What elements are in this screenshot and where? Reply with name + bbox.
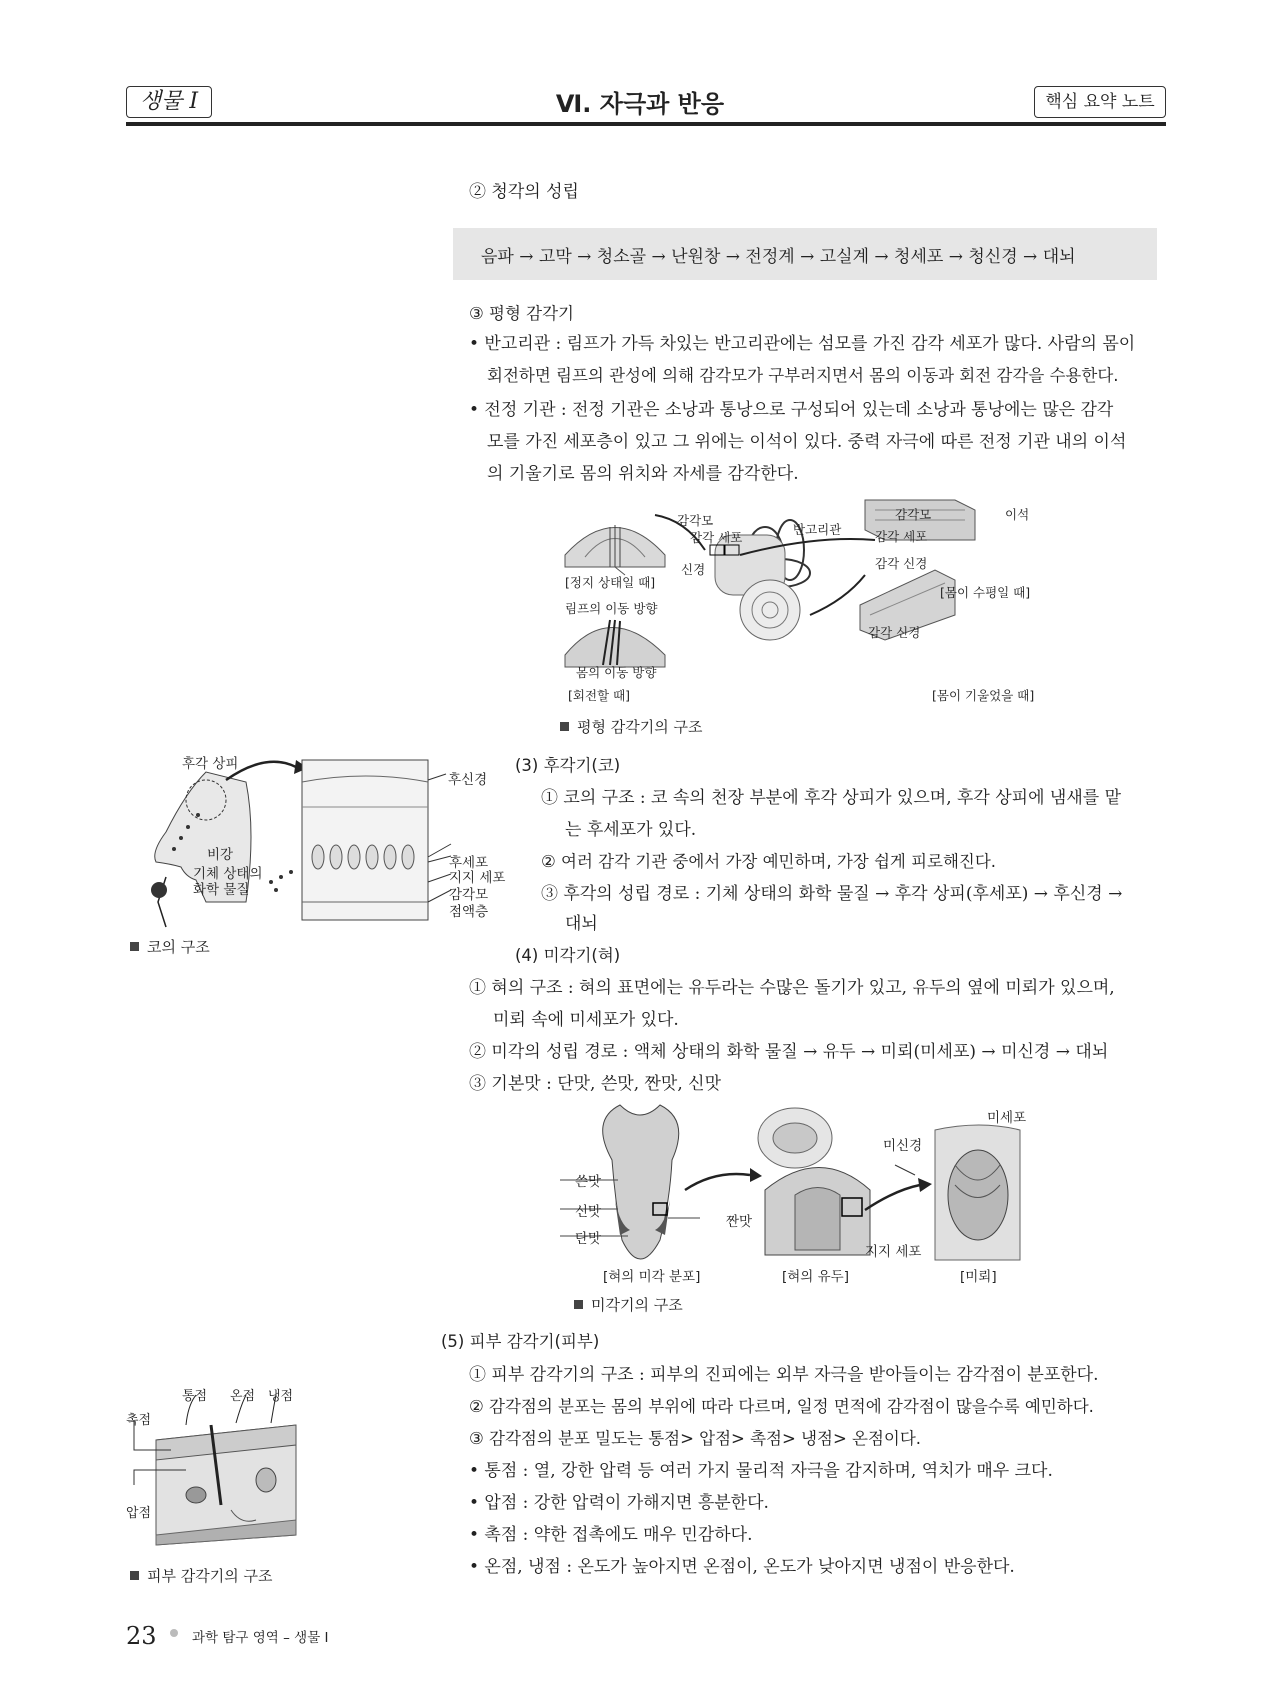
label-olfactory-nerve: 후신경	[448, 772, 488, 788]
label-pain-point: 통점	[182, 1389, 208, 1404]
label-gamgakmo-2: 감각모	[895, 507, 932, 522]
nose-figure-caption	[130, 936, 210, 957]
label-papilla: [혀의 유두]	[782, 1269, 849, 1285]
label-cold-point: 냉점	[268, 1389, 294, 1404]
footer-dot-icon	[170, 1629, 178, 1637]
caption-square-icon	[130, 1571, 139, 1580]
balance-bullet2-line3: 의 기울기로 몸의 위치와 자세를 감각한다.	[487, 464, 799, 484]
label-rest-state: [정지 상태일 때]	[565, 575, 656, 590]
label-body-direction: 몸의 이동 방향	[576, 665, 657, 680]
label-supporting-cell: 지지 세포	[449, 870, 506, 886]
skin-figure-caption	[130, 1565, 272, 1586]
balance-figure-caption	[560, 716, 702, 737]
hearing-flow: 음파 → 고막 → 청소골 → 난원창 → 전정계 → 고실계 → 청세포 → 청신경 → 대뇌	[481, 247, 1076, 267]
hearing-heading: ② 청각의 성립	[469, 182, 579, 202]
hearing-flow-box	[453, 228, 1157, 280]
label-sweet: 단맛	[575, 1231, 602, 1247]
chapter-title: Ⅵ. 자극과 반응	[555, 90, 725, 118]
header-rule	[126, 122, 1166, 126]
skin-bullet-touch: • 촉점 : 약한 접촉에도 매우 민감하다.	[469, 1525, 753, 1545]
smell-item1-line2: 는 후세포가 있다.	[565, 820, 697, 840]
taste-item1-line2: 미뢰 속에 미세포가 있다.	[493, 1010, 679, 1030]
caption-square-icon	[130, 942, 139, 951]
label-rotating: [회전할 때]	[568, 688, 631, 703]
label-taste-cell: 미세포	[987, 1110, 1027, 1126]
label-sour: 신맛	[575, 1204, 602, 1220]
skin-item1: ① 피부 감각기의 구조 : 피부의 진피에는 외부 자극을 받아들이는 감각점이 분포한다.	[469, 1365, 1099, 1385]
label-gamgak-singyeong-2: 감각 신경	[875, 556, 928, 571]
label-taste-support: 지지 세포	[865, 1244, 922, 1260]
taste-item1-line1: ① 혀의 구조 : 혀의 표면에는 유두라는 수많은 돌기가 있고, 유두의 옆에 미뢰가 있으며,	[469, 978, 1115, 998]
label-nasal-cavity: 비강	[207, 847, 234, 863]
label-gamgak-sepo: 감각 세포	[690, 530, 743, 545]
label-sensory-hair: 감각모	[449, 887, 489, 903]
label-sensory-nerve: 감각 신경	[868, 625, 921, 640]
summary-note-tag: 핵심 요약 노트	[1034, 86, 1166, 118]
skin-figure	[126, 1385, 316, 1555]
label-gas-2: 화학 물질	[193, 882, 250, 898]
nose-caption-text: 코의 구조	[147, 938, 210, 956]
skin-bullet-temperature: • 온점, 냉점 : 온도가 높아지면 온점이, 온도가 낮아지면 냉점이 반응한다.	[469, 1557, 1015, 1577]
skin-bullet-pain: • 통점 : 열, 강한 압력 등 여러 가지 물리적 자극을 감지하며, 역치가 매우 크다.	[469, 1461, 1053, 1481]
caption-square-icon	[560, 722, 569, 731]
taste-item2: ② 미각의 성립 경로 : 액체 상태의 화학 물질 → 유두 → 미뢰(미세포) → 미신경 → 대뇌	[469, 1042, 1109, 1062]
skin-item3: ③ 감각점의 분포 밀도는 통점> 압점> 촉점> 냉점> 온점이다.	[469, 1429, 922, 1448]
balance-caption-text: 평형 감각기의 구조	[577, 718, 703, 736]
label-gas-1: 기체 상태의	[193, 866, 263, 882]
label-gamgak-sepo-2: 감각 세포	[875, 529, 928, 544]
subject-tag: 생물 Ⅰ	[126, 86, 212, 118]
balance-bullet2-line2: 모를 가진 세포층이 있고 그 위에는 이석이 있다. 중력 자극에 따른 전정 기관 내의 이석	[487, 432, 1127, 452]
label-singyeong: 신경	[681, 562, 706, 577]
taste-item3: ③ 기본맛 : 단맛, 쓴맛, 짠맛, 신맛	[469, 1074, 722, 1094]
balance-bullet1-line1: • 반고리관 : 림프가 가득 차있는 반고리관에는 섬모를 가진 감각 세포가 많다. 사람의 몸이	[469, 334, 1136, 354]
label-pressure-point: 압점	[126, 1506, 152, 1521]
skin-item2: ② 감각점의 분포는 몸의 부위에 따라 다르며, 일정 면적에 감각점이 많을수록 예민하다.	[469, 1397, 1094, 1416]
taste-caption-text: 미각기의 구조	[591, 1296, 683, 1314]
skin-heading: (5) 피부 감각기(피부)	[441, 1332, 600, 1351]
label-body-level: [몸이 수평일 때]	[940, 585, 1031, 600]
label-olfactory-epithelium: 후각 상피	[182, 756, 239, 772]
label-warm-point: 온점	[230, 1389, 256, 1404]
smell-item3-line1: ③ 후각의 성립 경로 : 기체 상태의 화학 물질 → 후각 상피(후세포) → 후신경 →	[541, 884, 1123, 904]
label-gamgakmo: 감각모	[677, 513, 714, 528]
label-mucus-layer: 점액층	[449, 904, 489, 920]
smell-heading: (3) 후각기(코)	[515, 756, 621, 775]
label-taste-bud: [미뢰]	[960, 1269, 997, 1285]
label-semicircular-canal: 반고리관	[793, 522, 842, 537]
label-salty: 짠맛	[726, 1214, 753, 1230]
taste-heading: (4) 미각기(혀)	[515, 946, 621, 965]
nose-figure	[126, 752, 496, 937]
label-tongue-map: [혀의 미각 분포]	[603, 1269, 701, 1285]
caption-square-icon	[574, 1300, 583, 1309]
smell-item3-line2: 대뇌	[565, 914, 598, 934]
label-taste-nerve: 미신경	[883, 1138, 923, 1154]
label-touch-point: 촉점	[126, 1413, 152, 1428]
balance-bullet1-line2: 회전하면 림프의 관성에 의해 감각모가 구부러지면서 몸의 이동과 회전 감각을 수용한다.	[487, 366, 1119, 385]
label-lymph-direction: 림프의 이동 방향	[565, 601, 658, 616]
footer-text: 과학 탐구 영역 – 생물 Ⅰ	[192, 1630, 329, 1646]
label-body-tilted: [몸이 기울었을 때]	[932, 688, 1035, 703]
smell-item1-line1: ① 코의 구조 : 코 속의 천장 부분에 후각 상피가 있으며, 후각 상피에 냄새를 맡	[541, 788, 1122, 808]
skin-bullet-pressure: • 압점 : 강한 압력이 가해지면 흥분한다.	[469, 1493, 769, 1513]
label-olfactory-cell: 후세포	[449, 855, 489, 871]
taste-figure-caption	[574, 1294, 683, 1315]
smell-item2: ② 여러 감각 기관 중에서 가장 예민하며, 가장 쉽게 피로해진다.	[541, 852, 997, 871]
taste-organ-figure	[560, 1100, 1040, 1280]
page-number: 23	[126, 1622, 157, 1650]
label-bitter: 쓴맛	[575, 1174, 602, 1190]
balance-bullet2-line1: • 전정 기관 : 전정 기관은 소낭과 통낭으로 구성되어 있는데 소낭과 통낭에는 많은 감각	[469, 400, 1114, 420]
skin-caption-text: 피부 감각기의 구조	[147, 1567, 273, 1585]
label-otolith: 이석	[1005, 507, 1030, 522]
balance-heading: ③ 평형 감각기	[469, 304, 574, 323]
